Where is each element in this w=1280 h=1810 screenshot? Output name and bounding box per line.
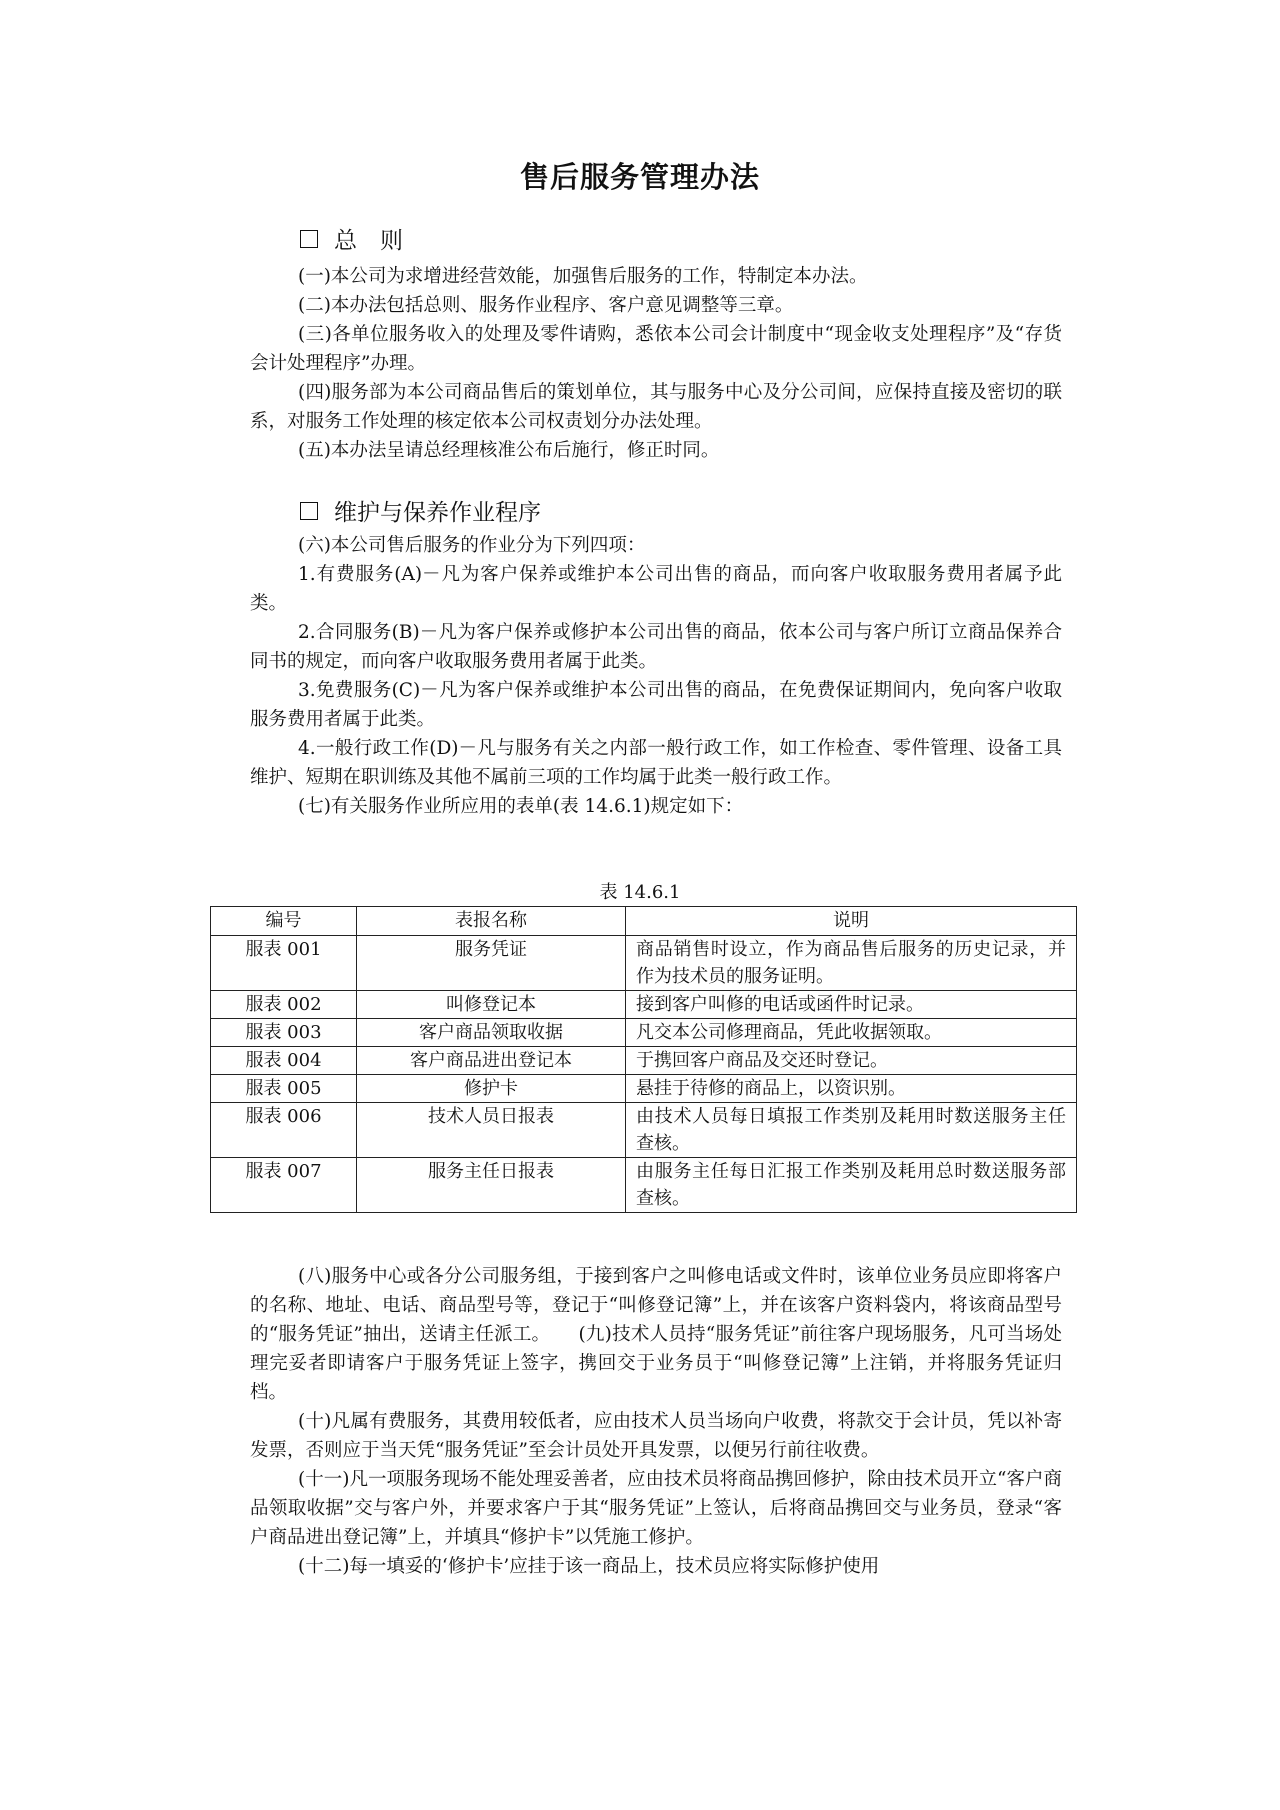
form-name: 服务凭证 <box>357 936 626 991</box>
table-row <box>211 1158 1077 1213</box>
table-row <box>211 1019 1077 1047</box>
form-description: 由服务主任每日汇报工作类别及耗用总时数送服务部查核。 <box>626 1158 1077 1213</box>
section-heading-maintenance <box>300 494 541 527</box>
form-code: 服表 006 <box>211 1103 357 1158</box>
form-code: 服表 004 <box>211 1047 357 1075</box>
paragraph: (八)服务中心或各分公司服务组，于接到客户之叫修电话或文件时，该单位业务员应即将客户的名称、地址、电话、商品型号等，登记于“叫修登记簿”上，并在该客户资料袋内，将该商品型号的“服务凭证”抽出，送请主任派工。 (九)技术人员持“服务凭证”前往客户现场服务，凡可当场处理完妥者即请客户于服务凭证上签字，携回交于业务员于“叫修登记簿”上注销，并将服务凭证归档。 <box>250 1266 1062 1403</box>
table-row <box>211 1103 1077 1158</box>
form-description: 由技术人员每日填报工作类别及耗用时数送服务主任查核。 <box>626 1103 1077 1158</box>
form-name: 修护卡 <box>357 1075 626 1103</box>
column-header: 表报名称 <box>357 907 626 936</box>
paragraph: (十二)每一填妥的‘修护卡’应挂于该一商品上，技术员应将实际修护使用 <box>298 1556 880 1577</box>
form-name: 技术人员日报表 <box>357 1103 626 1158</box>
paragraph: (四)服务部为本公司商品售后的策划单位，其与服务中心及分公司间，应保持直接及密切的联系，对服务工作处理的核定依本公司权责划分办法处理。 <box>250 382 1062 432</box>
section-general-body <box>250 262 1062 465</box>
section-heading-text: 总 则 <box>334 228 403 254</box>
checkbox-icon <box>300 230 318 248</box>
paragraph: (十一)凡一项服务现场不能处理妥善者，应由技术员将商品携回修护，除由技术员开立“客户商品领取收据”交与客户外，并要求客户于其“服务凭证”上签认，后将商品携回交与业务员，登录“客户商品进出登记簿”上，并填具“修护卡”以凭施工修护。 <box>250 1469 1062 1548</box>
forms-table <box>210 906 1077 1213</box>
form-description: 商品销售时设立，作为商品售后服务的历史记录，并作为技术员的服务证明。 <box>626 936 1077 991</box>
form-code: 服表 001 <box>211 936 357 991</box>
paragraph: (二)本办法包括总则、服务作业程序、客户意见调整等三章。 <box>298 295 794 316</box>
form-name: 客户商品进出登记本 <box>357 1047 626 1075</box>
paragraph: (十)凡属有费服务，其费用较低者，应由技术人员当场向户收费，将款交于会计员，凭以补寄发票，否则应于当天凭“服务凭证”至会计员处开具发票，以便另行前往收费。 <box>250 1411 1062 1461</box>
checkbox-icon <box>300 502 318 520</box>
form-description: 悬挂于待修的商品上，以资识别。 <box>626 1075 1077 1103</box>
form-code: 服表 007 <box>211 1158 357 1213</box>
paragraph: (五)本办法呈请总经理核准公布后施行，修正时同。 <box>298 440 720 461</box>
section-heading-general <box>300 222 403 255</box>
paragraph: (三)各单位服务收入的处理及零件请购，悉依本公司会计制度中“现金收支处理程序”及“存货会计处理程序”办理。 <box>250 324 1062 374</box>
form-name: 叫修登记本 <box>357 991 626 1019</box>
form-description: 凡交本公司修理商品，凭此收据领取。 <box>626 1019 1077 1047</box>
table-header-row <box>211 907 1077 936</box>
form-name: 服务主任日报表 <box>357 1158 626 1213</box>
section-maintenance-body <box>250 531 1062 821</box>
paragraph: (六)本公司售后服务的作业分为下列四项： <box>298 535 646 556</box>
procedures-body <box>250 1262 1062 1581</box>
form-code: 服表 003 <box>211 1019 357 1047</box>
paragraph: 2.合同服务(B)－凡为客户保养或修护本公司出售的商品，依本公司与客户所订立商品保养合同书的规定，而向客户收取服务费用者属于此类。 <box>250 622 1062 672</box>
form-code: 服表 002 <box>211 991 357 1019</box>
form-description: 于携回客户商品及交还时登记。 <box>626 1047 1077 1075</box>
form-code: 服表 005 <box>211 1075 357 1103</box>
paragraph: 4.一般行政工作(D)－凡与服务有关之内部一般行政工作，如工作检查、零件管理、设备工具维护、短期在职训练及其他不属前三项的工作均属于此类一般行政工作。 <box>250 738 1062 788</box>
column-header: 说明 <box>626 907 1077 936</box>
paragraph: 3.免费服务(C)－凡为客户保养或维护本公司出售的商品，在免费保证期间内，免向客户收取服务费用者属于此类。 <box>250 680 1062 730</box>
form-description: 接到客户叫修的电话或函件时记录。 <box>626 991 1077 1019</box>
form-name: 客户商品领取收据 <box>357 1019 626 1047</box>
paragraph: (七)有关服务作业所应用的表单(表 14.6.1)规定如下： <box>298 796 744 817</box>
paragraph: 1.有费服务(A)－凡为客户保养或维护本公司出售的商品，而向客户收取服务费用者属予此类。 <box>250 564 1062 614</box>
document-title: 售后服务管理办法 <box>519 160 760 194</box>
paragraph: (一)本公司为求增进经营效能，加强售后服务的工作，特制定本办法。 <box>298 266 868 287</box>
table-caption: 表 14.6.1 <box>599 882 681 903</box>
table-row <box>211 991 1077 1019</box>
table-row <box>211 936 1077 991</box>
table-row <box>211 1047 1077 1075</box>
table-row <box>211 1075 1077 1103</box>
section-heading-text: 维护与保养作业程序 <box>334 500 541 526</box>
column-header: 编号 <box>211 907 357 936</box>
